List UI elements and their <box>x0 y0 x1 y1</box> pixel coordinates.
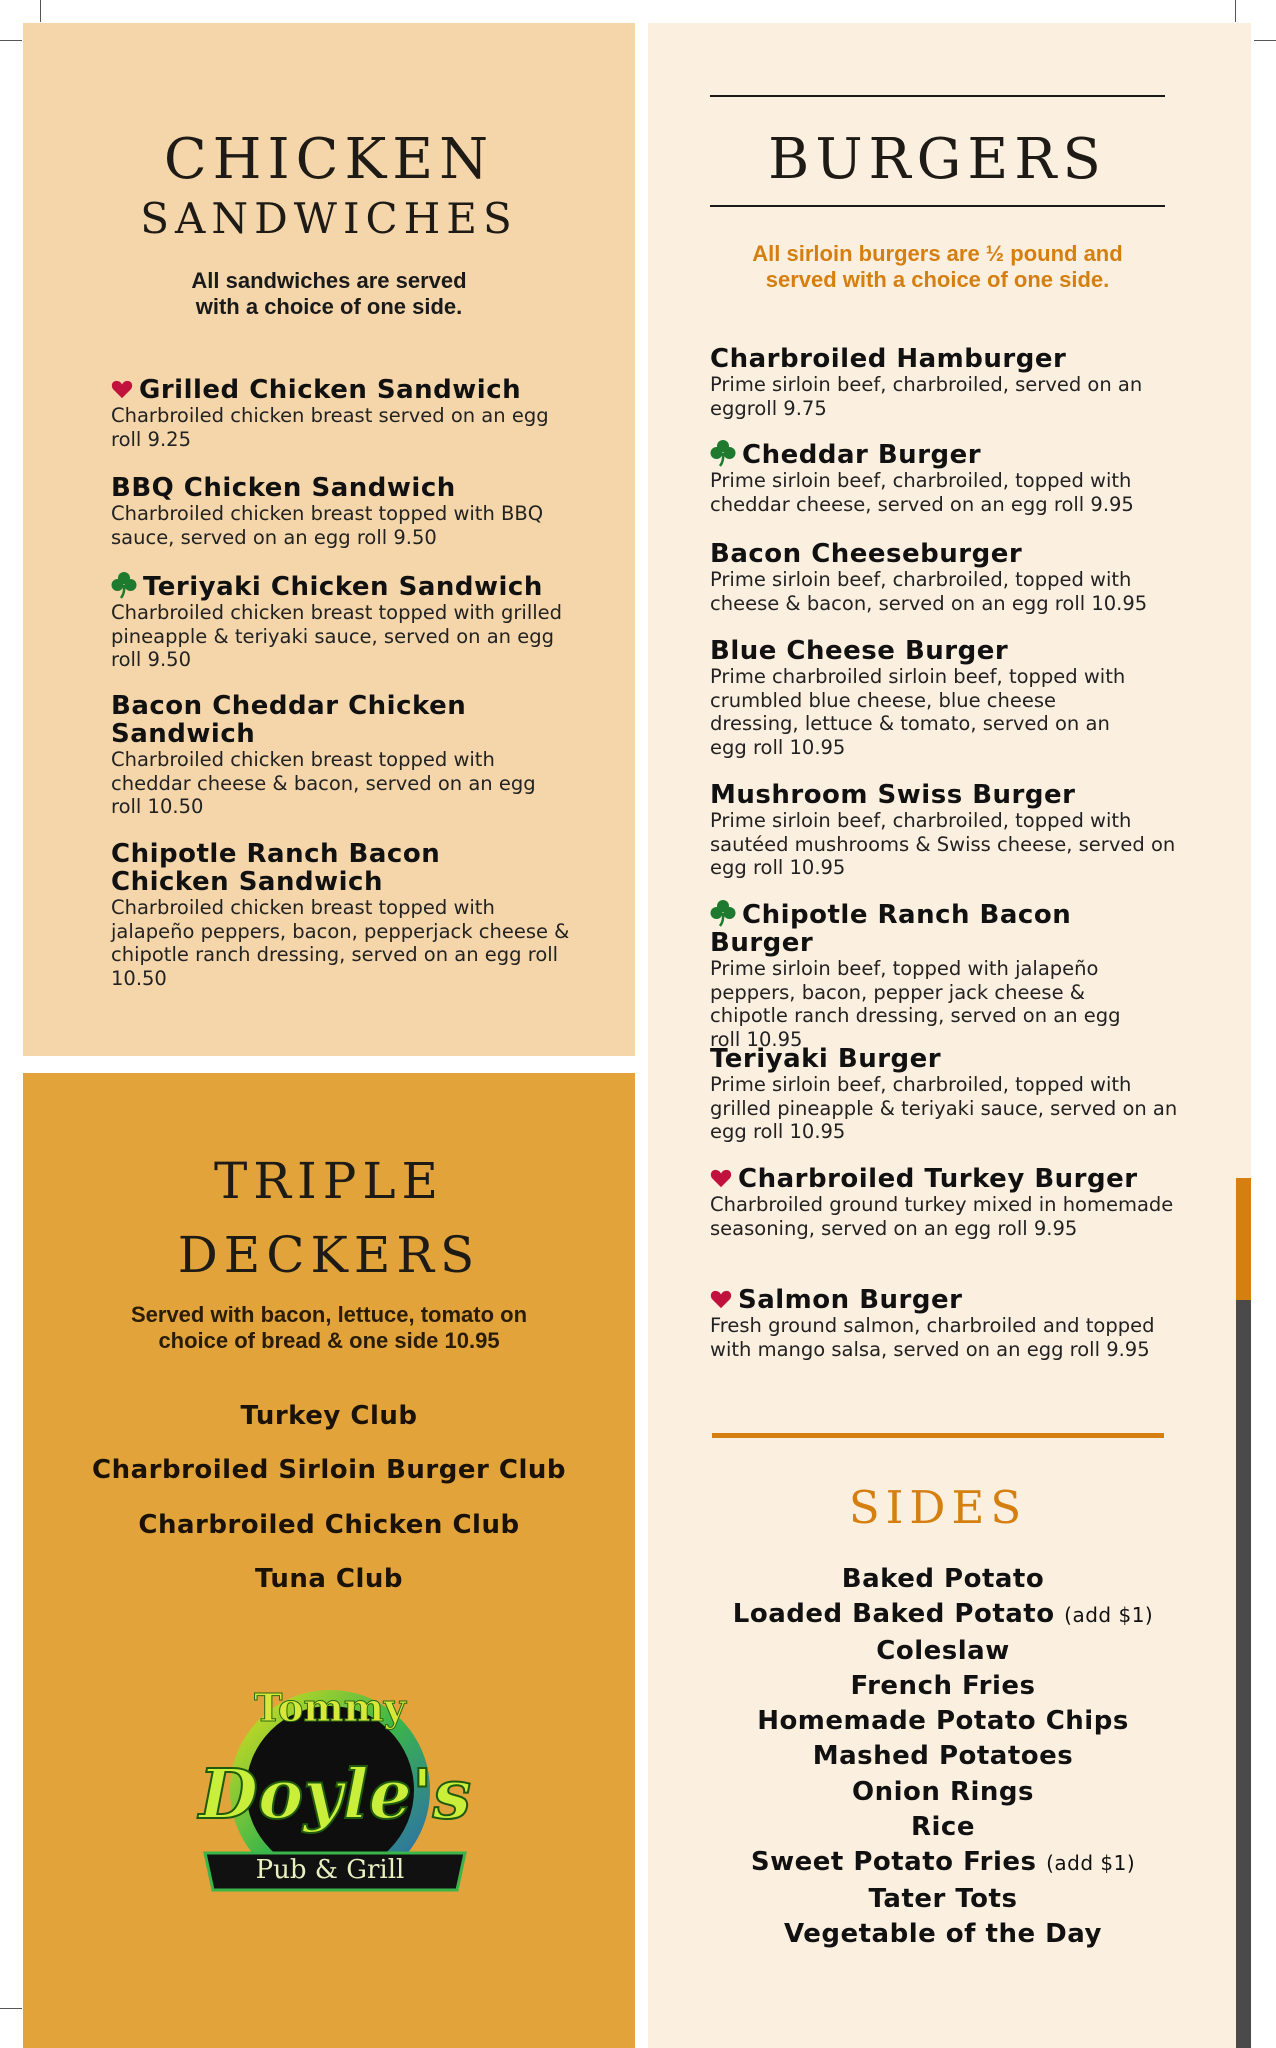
item-name: Mushroom Swiss Burger <box>710 780 1076 810</box>
item-description: Charbroiled chicken breast topped with cheddar cheese & bacon, served on an egg roll 10.50 <box>111 748 536 818</box>
item-name: Teriyaki Chicken Sandwich <box>143 572 543 602</box>
menu-item <box>111 839 570 990</box>
logo-text-pub-grill: Pub & Grill <box>255 1855 405 1885</box>
item-name: Chipotle Ranch Bacon Chicken Sandwich <box>111 839 441 897</box>
side-item <box>648 1562 1238 1597</box>
side-item <box>648 1882 1238 1917</box>
menu-item <box>710 637 1150 759</box>
menu-item <box>710 1286 1188 1361</box>
side-note: (add $1) <box>1064 1603 1154 1628</box>
item-name: Charbroiled Hamburger <box>710 344 1067 374</box>
item-name: Cheddar Burger <box>742 440 982 470</box>
sides-list <box>648 1562 1238 1952</box>
accent-bar <box>1236 1178 1251 1300</box>
item-name: Teriyaki Burger <box>710 1044 942 1074</box>
triple-intro-line1: Served with bacon, lettuce, tomato on <box>130 1302 528 1327</box>
item-description: Charbroiled chicken breast topped with jalapeño peppers, bacon, pepperjack cheese & chipotle ranch dressing, served on an egg roll 10.50 <box>111 896 570 990</box>
accent-bar <box>1236 1300 1251 2048</box>
heart-icon <box>111 379 133 399</box>
side-name: French Fries <box>850 1670 1036 1701</box>
crop-mark <box>1235 0 1236 22</box>
divider <box>710 205 1165 207</box>
side-item <box>648 1775 1238 1810</box>
burgers-title: burgers <box>768 104 1107 197</box>
item-name: Bacon Cheeseburger <box>710 539 1023 569</box>
item-description: Charbroiled chicken breast topped with grilled pineapple & teriyaki sauce, served on an egg roll 9.50 <box>111 601 563 671</box>
side-name: Sweet Potato Fries <box>750 1847 1037 1878</box>
side-item <box>648 1845 1238 1881</box>
side-name: Vegetable of the Day <box>784 1918 1102 1949</box>
item-name: Charbroiled Turkey Burger <box>738 1164 1138 1194</box>
side-item <box>648 1739 1238 1774</box>
triple-item: Charbroiled Chicken Club <box>138 1510 520 1540</box>
shamrock-icon <box>710 439 736 467</box>
crop-mark <box>40 0 41 22</box>
triple-intro <box>23 1302 635 1354</box>
item-description: Prime charbroiled sirloin beef, topped with crumbled blue cheese, blue cheese dressing, lettuce & tomato, served on an egg roll 10.95 <box>710 665 1126 759</box>
side-name: Baked Potato <box>841 1564 1045 1594</box>
shamrock-icon <box>111 571 137 599</box>
item-name: Grilled Chicken Sandwich <box>139 375 522 405</box>
triple-item: Turkey Club <box>240 1401 418 1431</box>
menu-item <box>111 691 536 819</box>
menu-item <box>710 1165 1188 1240</box>
side-note: (add $1) <box>1046 1851 1136 1876</box>
chicken-intro-line2: with a choice of one side. <box>195 294 463 319</box>
logo-text-doyles: Doyle's <box>198 1755 472 1835</box>
chicken-intro-line1: All sandwiches are served <box>191 268 467 293</box>
chicken-sandwiches-panel <box>23 23 635 1056</box>
triple-item: Tuna Club <box>254 1564 404 1594</box>
crop-mark <box>0 40 22 41</box>
side-item <box>648 1917 1238 1952</box>
item-name: Chipotle Ranch Bacon Burger <box>710 900 1072 958</box>
side-name: Homemade Potato Chips <box>757 1706 1129 1737</box>
side-name: Mashed Potatoes <box>812 1741 1074 1772</box>
chicken-title-line1: chicken <box>163 104 495 197</box>
item-description: Charbroiled chicken breast served on an egg roll 9.25 <box>111 404 549 451</box>
item-description: Charbroiled ground turkey mixed in homemade seasoning, served on an egg roll 9.95 <box>710 1193 1174 1240</box>
side-name: Coleslaw <box>876 1635 1010 1666</box>
side-name: Onion Rings <box>852 1776 1034 1807</box>
item-description: Prime sirloin beef, charbroiled, topped with grilled pineapple & teriyaki sauce, served on an egg roll 10.95 <box>710 1073 1178 1143</box>
logo-text-tommy: Tommy <box>254 1685 406 1730</box>
side-name: Tater Tots <box>868 1883 1018 1914</box>
chicken-title-line2: sandwiches <box>140 178 518 248</box>
item-description: Prime sirloin beef, charbroiled, served on an eggroll 9.75 <box>710 373 1143 420</box>
shamrock-icon <box>710 899 736 927</box>
item-name: Bacon Cheddar Chicken Sandwich <box>111 691 467 749</box>
side-name: Loaded Baked Potato <box>732 1599 1055 1630</box>
tommy-doyles-logo <box>175 1685 495 1900</box>
item-description: Prime sirloin beef, charbroiled, topped with sautéed mushrooms & Swiss cheese, served on egg roll 10.95 <box>710 809 1176 879</box>
menu-item <box>111 474 571 549</box>
menu-item <box>710 899 1180 1051</box>
item-description: Prime sirloin beef, charbroiled, topped with cheese & bacon, served on an egg roll 10.95 <box>710 568 1148 615</box>
side-item <box>648 1810 1238 1845</box>
item-name: Blue Cheese Burger <box>710 636 1009 666</box>
divider <box>710 95 1165 97</box>
chicken-intro <box>23 268 635 320</box>
item-description: Prime sirloin beef, charbroiled, topped with cheddar cheese, served on an egg roll 9.95 <box>710 469 1134 516</box>
burgers-intro <box>710 241 1165 293</box>
burgers-intro-line1: All sirloin burgers are ½ pound and <box>752 241 1123 266</box>
side-item <box>648 1597 1238 1633</box>
side-name: Rice <box>911 1812 975 1843</box>
crop-mark <box>1254 40 1276 41</box>
item-description: Fresh ground salmon, charbroiled and topped with mango salsa, served on an egg roll 9.95 <box>710 1314 1155 1361</box>
menu-item <box>710 345 1188 420</box>
heart-icon <box>710 1289 732 1309</box>
triple-deckers-panel <box>23 1073 635 2048</box>
menu-item <box>111 571 571 672</box>
menu-item <box>710 439 1188 516</box>
menu-item <box>111 376 571 451</box>
menu-item <box>710 1045 1188 1144</box>
triple-title-line1: triple <box>213 1131 445 1215</box>
crop-mark <box>0 2008 22 2009</box>
divider <box>712 1433 1164 1438</box>
menu-item <box>710 540 1188 615</box>
item-name: Salmon Burger <box>738 1285 963 1315</box>
triple-title-line2: deckers <box>177 1205 481 1289</box>
triple-item: Charbroiled Sirloin Burger Club <box>92 1455 566 1485</box>
side-item <box>648 1669 1238 1704</box>
item-description: Charbroiled chicken breast topped with BBQ sauce, served on an egg roll 9.50 <box>111 502 544 549</box>
item-name: BBQ Chicken Sandwich <box>111 473 456 503</box>
triple-intro-line2: choice of bread & one side 10.95 <box>158 1328 500 1353</box>
menu-item <box>710 781 1188 880</box>
item-description: Prime sirloin beef, topped with jalapeño peppers, bacon, pepper jack cheese & chipotle ranch dressing, served on an egg roll 10.95 <box>710 957 1121 1051</box>
side-item <box>648 1704 1238 1739</box>
side-item <box>648 1634 1238 1669</box>
burgers-intro-line2: served with a choice of one side. <box>765 267 1110 292</box>
sides-title: sides <box>848 1465 1028 1539</box>
heart-icon <box>710 1168 732 1188</box>
